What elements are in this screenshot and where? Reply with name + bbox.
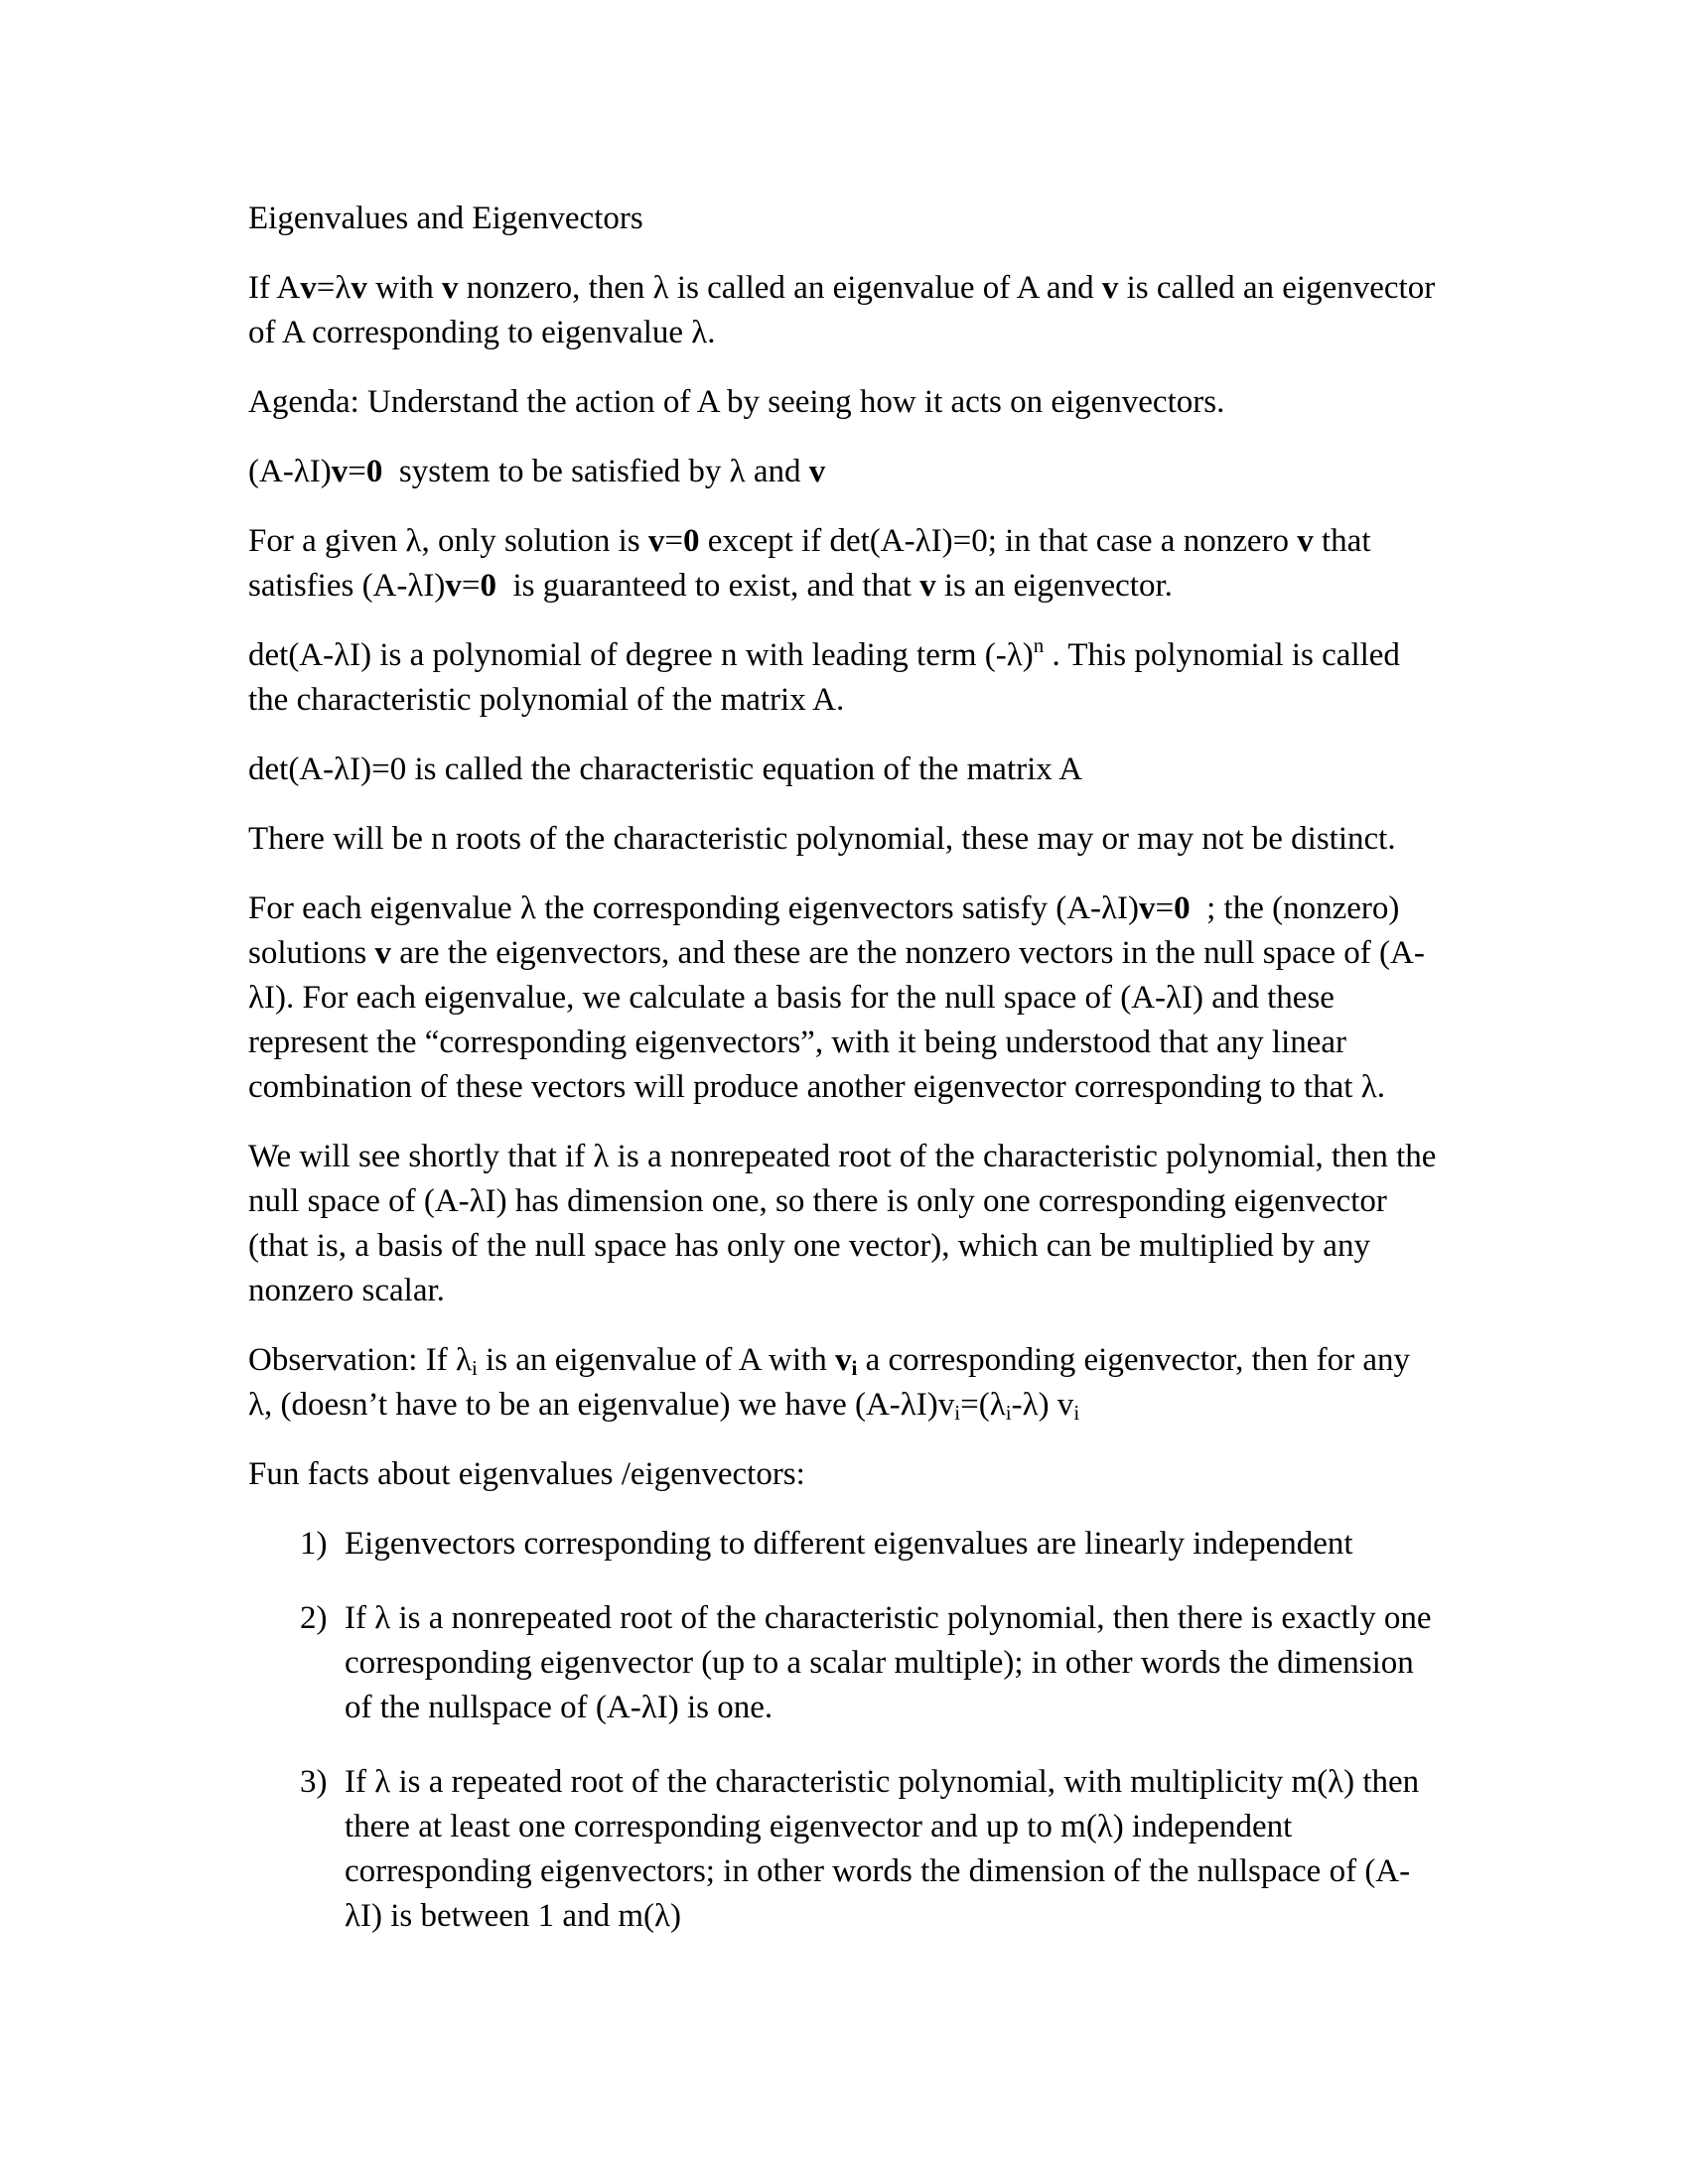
text-run: with [366, 270, 443, 306]
text-run: = [1155, 890, 1175, 926]
text-run: is an eigenvector. [935, 568, 1173, 604]
text-run: = [348, 454, 366, 489]
text-run: n [1033, 633, 1045, 657]
list-item-number: 2) [300, 1600, 328, 1636]
text-run: Eigenvectors corresponding to different eigenvalues are linearly independent [345, 1526, 1353, 1562]
text-run: i [1005, 1401, 1012, 1425]
text-run: For a given λ, only solution is [248, 523, 648, 559]
text-run: 0 [682, 523, 700, 559]
text-run: i [1073, 1401, 1080, 1425]
text-run: For each eigenvalue λ the corresponding eigenvectors satisfy (A-λI) [248, 890, 1140, 926]
paragraph [248, 1338, 1440, 1428]
text-run: =λ [316, 270, 352, 306]
text-run: -λ) v [1011, 1387, 1074, 1423]
text-run: If λ is a nonrepeated root of the characteristic polynomial, then there is exactly one corresponding eigenvector (up to a scalar multiple); in other words the dimension of the nullspace of (A-λI) is one. [345, 1600, 1432, 1725]
text-run: v [351, 270, 367, 306]
paragraph [248, 450, 1440, 494]
paragraph [248, 748, 1440, 792]
text-run: i [851, 1356, 858, 1380]
paragraph [248, 887, 1440, 1110]
text-run: v [647, 523, 665, 559]
text-run: There will be n roots of the characteristic polynomial, these may or may not be distinct. [248, 821, 1396, 857]
text-run: Fun facts about eigenvalues /eigenvectors: [248, 1456, 805, 1492]
text-run: = [664, 523, 683, 559]
text-run: ; the (nonzero) solutions [248, 890, 1400, 971]
text-run: v [1139, 890, 1156, 926]
text-run: v [834, 1342, 852, 1378]
text-run: . This polynomial is called the characteristic polynomial of the matrix A. [248, 637, 1400, 718]
paragraph [248, 1452, 1440, 1497]
text-run: We will see shortly that if λ is a nonrepeated root of the characteristic polynomial, then the null space of (A-λI) has dimension one, so there is only one corresponding eigenvector (that is, a basis of the null space has only one vector), which can be multiplied by any nonzero scalar. [248, 1139, 1437, 1308]
text-run: a corresponding eigenvector, then for any λ, (doesn’t have to be an eigenvalue) we have (A-λI)v [248, 1342, 1411, 1423]
text-run: 0 [480, 568, 496, 604]
text-run: is called an eigenvector of A corresponding to eigenvalue λ. [248, 270, 1436, 350]
paragraph [248, 380, 1440, 425]
text-run: is guaranteed to exist, and that [495, 568, 920, 604]
text-run: det(A-λI) is a polynomial of degree n with leading term (-λ) [248, 637, 1034, 673]
text-run: v [300, 270, 317, 306]
text-run: v [331, 454, 349, 489]
list-item [248, 1760, 1440, 1939]
list-item-number: 3) [300, 1764, 328, 1800]
text-run: i [471, 1356, 478, 1380]
text-run: = [461, 568, 481, 604]
text-run: system to be satisfied by λ and [382, 454, 809, 489]
text-run: 0 [1174, 890, 1191, 926]
list-item [248, 1596, 1440, 1730]
paragraph [248, 266, 1440, 355]
list-item-number: 1) [300, 1526, 328, 1562]
text-run: v [808, 454, 826, 489]
text-run: v [1101, 270, 1119, 306]
text-run: Agenda: Understand the action of A by seeing how it acts on eigenvectors. [248, 384, 1225, 420]
text-run: If λ is a repeated root of the characteristic polynomial, with multiplicity m(λ) then there at least one corresponding eigenvector and up to m(λ) independent corresponding eigenvectors; in other words the dimension of the nullspace of (A-λI) is between 1 and m(λ) [345, 1764, 1420, 1934]
text-run: except if det(A-λI)=0; in that case a nonzero [699, 523, 1298, 559]
text-run: nonzero, then λ is called an eigenvalue of A and [458, 270, 1102, 306]
text-run: 0 [365, 454, 383, 489]
text-run: =(λ [960, 1387, 1006, 1423]
paragraph [248, 817, 1440, 862]
text-run: that satisfies (A-λI) [248, 523, 1371, 604]
text-run: is an eigenvalue of A with [477, 1342, 835, 1378]
text-run: If A [248, 270, 301, 306]
text-run: v [919, 568, 936, 604]
text-run: Observation: If λ [248, 1342, 472, 1378]
text-run: v [445, 568, 462, 604]
text-run: (A-λI) [248, 454, 332, 489]
paragraph [248, 1135, 1440, 1313]
paragraph [248, 519, 1440, 609]
paragraph [248, 197, 1440, 241]
paragraph [248, 633, 1440, 723]
text-run: v [442, 270, 459, 306]
text-run: Eigenvalues and Eigenvectors [248, 201, 643, 236]
list-item [248, 1522, 1440, 1567]
text-run: det(A-λI)=0 is called the characteristic equation of the matrix A [248, 751, 1083, 787]
text-run: v [374, 935, 391, 971]
text-run: v [1297, 523, 1314, 559]
text-run: are the eigenvectors, and these are the nonzero vectors in the null space of (A-λI). For each eigenvalue, we calculate a basis for the null space of (A-λI) and these represent the “corresponding eigenvectors”, with it being understood that any linear combination of these vectors will produce another eigenvector corresponding to that λ. [248, 935, 1425, 1105]
text-run: i [954, 1401, 961, 1425]
